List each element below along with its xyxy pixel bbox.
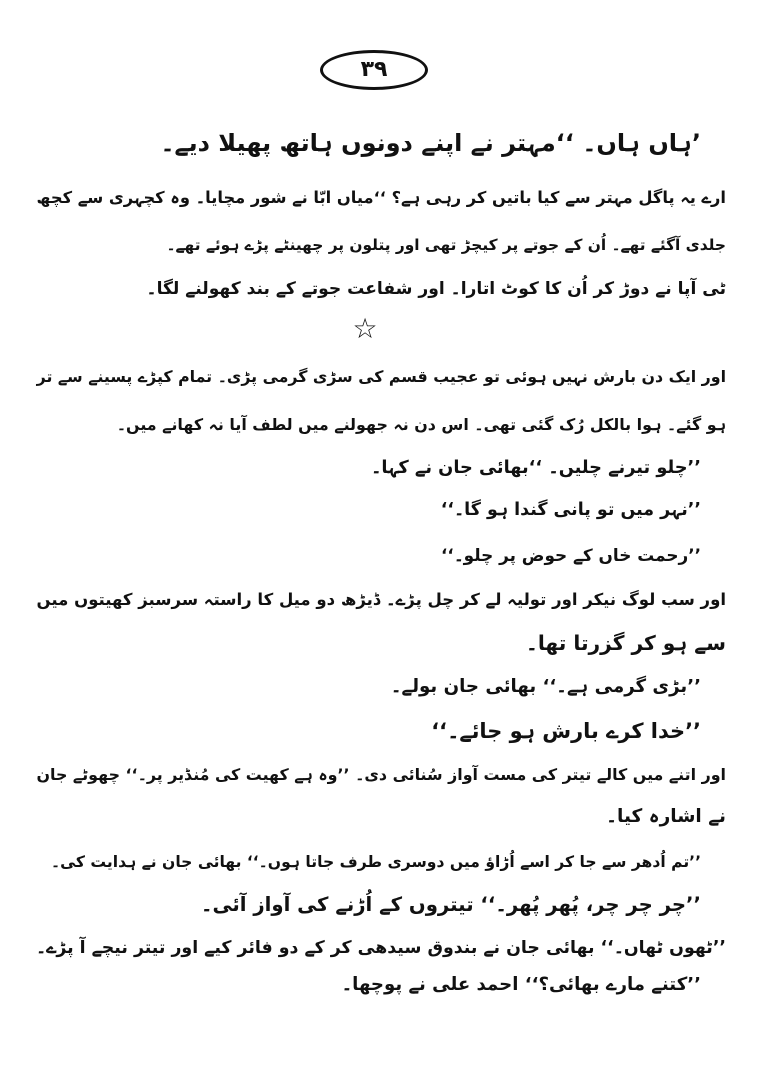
text-line: اور ایک دن بارش نہیں ہوئی تو عجیب قسم کی سڑی گرمی پڑی۔ تمام کپڑے پسینے سے تر xyxy=(36,367,726,386)
text-line: ’’نہر میں تو پانی گندا ہو گا۔‘‘ xyxy=(440,500,701,520)
text-line: ہو گئے۔ ہوا بالکل رُک گئی تھی۔ اس دن نہ جھولنے میں لطف آیا نہ کھانے میں۔ xyxy=(116,415,726,434)
text-line: ارے یہ پاگل مہتر سے کیا باتیں کر رہی ہے؟ ‘‘میاں ابّا نے شور مچایا۔ وہ کچہری سے کچھ xyxy=(36,188,726,207)
text-line: ’’ٹھوں ٹھاں۔‘‘ بھائی جان نے بندوق سیدھی کر کے دو فائر کیے اور تیتر نیچے آ پڑے۔ xyxy=(36,938,726,958)
text-line: جلدی آگئے تھے۔ اُن کے جوتے پر کیچڑ تھی اور پتلون پر چھینٹے پڑے ہوئے تھے۔ xyxy=(166,236,726,254)
text-line: ’’خدا کرے بارش ہو جائے۔‘‘ xyxy=(431,719,701,743)
text-line: ٹی آپا نے دوڑ کر اُن کا کوٹ اتارا۔ اور شفاعت جوتے کے بند کھولنے لگا۔ xyxy=(146,279,726,299)
text-line: سے ہو کر گزرتا تھا۔ xyxy=(526,631,726,655)
text-line: ’’چر چر چر، پُھر پُھر۔‘‘ تیتروں کے اُڑنے کی آواز آئی۔ xyxy=(200,893,701,916)
text-line: ’’چلو تیرنے چلیں۔ ‘‘بھائی جان نے کہا۔ xyxy=(370,458,701,478)
text-line: ’ہاں ہاں۔ ‘‘مہتر نے اپنے دونوں ہاتھ پھیلا دیے۔ xyxy=(160,129,701,157)
text-line: ’’رحمت خاں کے حوض پر چلو۔‘‘ xyxy=(441,545,701,565)
star-outline-icon: ☆ xyxy=(352,312,378,345)
text-line: اور اتنے میں کالے تیتر کی مست آواز سُنائی دی۔ ’’وہ ہے کھیت کی مُنڈیر پر۔‘‘ چھوٹے جان xyxy=(36,765,726,784)
text-line: ’’کتنے مارے بھائی؟‘‘ احمد علی نے پوچھا۔ xyxy=(341,974,701,995)
text-line: ’’تم اُدھر سے جا کر اسے اُڑاؤ میں دوسری طرف جاتا ہوں۔‘‘ بھائی جان نے ہدایت کی۔ xyxy=(51,853,701,871)
text-line: ’’بڑی گرمی ہے۔‘‘ بھائی جان بولے۔ xyxy=(390,676,701,697)
text-line: نے اشارہ کیا۔ xyxy=(606,806,726,827)
text-line: اور سب لوگ نیکر اور تولیہ لے کر چل پڑے۔ ڈیڑھ دو میل کا راستہ سرسبز کھیتوں میں xyxy=(36,590,726,609)
page-number: ۳۹ xyxy=(320,50,428,90)
